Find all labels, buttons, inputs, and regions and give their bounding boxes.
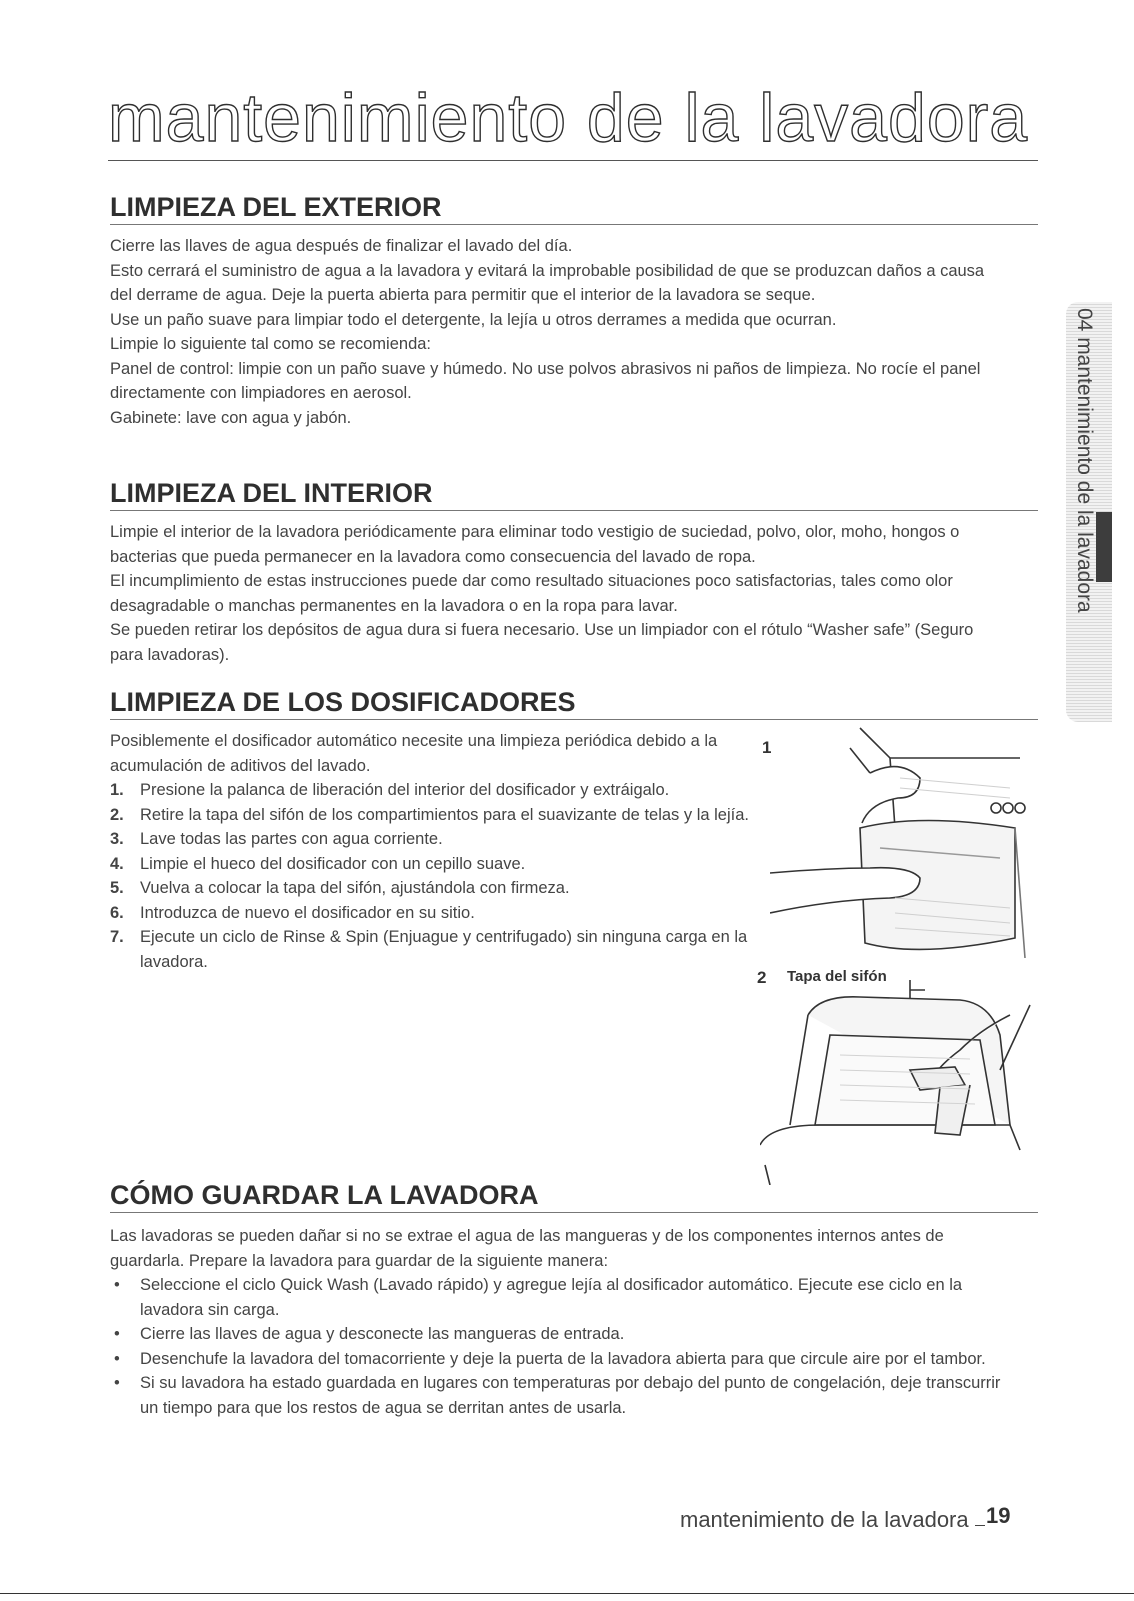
bullet-text: Desenchufe la lavadora del tomacorriente y deje la puerta de la lavadora abierta para que circule aire por el tambor. [140, 1349, 986, 1368]
list-item [110, 778, 750, 803]
step-text: Limpie el hueco del dosificador con un cepillo suave. [140, 854, 526, 873]
bullet-text: Seleccione el ciclo Quick Wash (Lavado rápido) y agregue lejía al dosificador automático. Ejecute ese ciclo en la lavadora sin carga. [140, 1276, 963, 1319]
list-item [110, 852, 750, 877]
bottom-rule [0, 1593, 1134, 1594]
page-title: mantenimiento de la lavadora [108, 78, 1038, 161]
figure-1-number: 1 [762, 738, 772, 757]
interior-paragraph: El incumplimiento de estas instrucciones puede dar como resultado situaciones poco satisfactorias, tales como olor desagradable o manchas permanentes en la lavadora o en la ropa para lavar. [110, 572, 953, 615]
step-number: 2. [110, 805, 124, 824]
interior-paragraph: Se pueden retirar los depósitos de agua dura si fuera necesario. Use un limpiador con el rótulo “Washer safe” (Seguro para lavadoras). [110, 621, 974, 664]
heading-storage: CÓMO GUARDAR LA LAVADORA [110, 1180, 1038, 1213]
storage-bullets [110, 1273, 1020, 1420]
interior-paragraph: Limpie el interior de la lavadora periódicamente para eliminar todo vestigio de suciedad, polvo, olor, moho, hongos o bacterias que pueda permanecer en la lavadora como consecuencia del lavado de ropa. [110, 523, 960, 566]
figure-2-number: 2 [757, 968, 767, 987]
step-number: 1. [110, 781, 124, 799]
step-number: 3. [110, 830, 124, 848]
step-number: 5. [110, 879, 124, 897]
exterior-text [110, 234, 1010, 430]
dispensers-steps [110, 778, 750, 974]
step-number: 6. [110, 903, 124, 922]
bullet: • [114, 1374, 120, 1392]
step-text: Introduzca de nuevo el dosificador en su sitio. [140, 903, 475, 922]
bullet: • [114, 1325, 120, 1343]
bullet: • [114, 1349, 120, 1368]
exterior-paragraph: Cierre las llaves de agua después de finalizar el lavado del día. [110, 237, 573, 255]
list-item [110, 803, 750, 828]
step-number: 4. [110, 854, 124, 873]
list-item [110, 925, 750, 974]
step-text: Ejecute un ciclo de Rinse & Spin (Enjuague y centrifugado) sin ninguna carga en la lavadora. [140, 928, 748, 971]
step-text: Presione la palanca de liberación del interior del dosificador y extráigalo. [140, 781, 670, 799]
dispensers-intro: Posiblemente el dosificador automático necesite una limpieza periódica debido a la acumulación de aditivos del lavado. [110, 732, 718, 775]
list-item [110, 901, 750, 926]
footer-title: mantenimiento de la lavadora [680, 1507, 969, 1532]
step-number: 7. [110, 928, 124, 946]
heading-interior: LIMPIEZA DEL INTERIOR [110, 478, 1038, 511]
dispenser-removal-illustration [770, 718, 1040, 980]
heading-dispensers: LIMPIEZA DE LOS DOSIFICADORES [110, 687, 1038, 720]
siphon-cap-label: Tapa del sifón [787, 968, 887, 985]
bullet-text: Cierre las llaves de agua y desconecte las mangueras de entrada. [140, 1325, 625, 1343]
step-text: Retire la tapa del sifón de los compartimientos para el suavizante de telas y la lejía. [140, 805, 749, 824]
exterior-paragraph: Limpie lo siguiente tal como se recomienda: [110, 335, 432, 353]
footer-underscore [975, 1525, 985, 1526]
list-item [110, 827, 750, 852]
interior-text [110, 520, 1010, 667]
storage-intro: Las lavadoras se pueden dañar si no se extrae el agua de las mangueras y de los componentes internos antes de guardarla. Prepare la lavadora para guardar de la siguiente manera: [110, 1227, 944, 1270]
side-tab-label: 04 mantenimiento de la lavadora [1073, 308, 1096, 613]
chapter-side-tab [1066, 302, 1112, 722]
list-item [110, 1347, 1020, 1372]
list-item [110, 876, 750, 901]
heading-exterior: LIMPIEZA DEL EXTERIOR [110, 192, 1038, 225]
siphon-cap-illustration [760, 975, 1040, 1185]
exterior-paragraph: Gabinete: lave con agua y jabón. [110, 408, 352, 427]
exterior-paragraph: Esto cerrará el suministro de agua a la lavadora y evitará la improbable posibilidad de que se produzcan daños a causa del derrame de agua. Deje la puerta abierta para permitir que el interior de la lavadora se seque. [110, 261, 985, 304]
exterior-paragraph: Use un paño suave para limpiar todo el detergente, la lejía u otros derrames a medida que ocurran. [110, 310, 837, 329]
list-item [110, 1273, 1020, 1322]
list-item [110, 1371, 1020, 1420]
bullet: • [114, 1276, 120, 1294]
page-number: 19 [986, 1503, 1011, 1528]
list-item [110, 1322, 1020, 1347]
step-text: Vuelva a colocar la tapa del sifón, ajustándola con firmeza. [140, 879, 570, 897]
bullet-text: Si su lavadora ha estado guardada en lugares con temperaturas por debajo del punto de congelación, deje transcurrir un tiempo para que los restos de agua se derritan antes de usarla. [140, 1374, 1001, 1417]
side-tab-marker [1096, 512, 1112, 582]
exterior-paragraph: Panel de control: limpie con un paño suave y húmedo. No use polvos abrasivos ni paños de limpieza. No rocíe el panel directamente con limpiadores en aerosol. [110, 359, 981, 402]
step-text: Lave todas las partes con agua corriente. [140, 830, 443, 848]
